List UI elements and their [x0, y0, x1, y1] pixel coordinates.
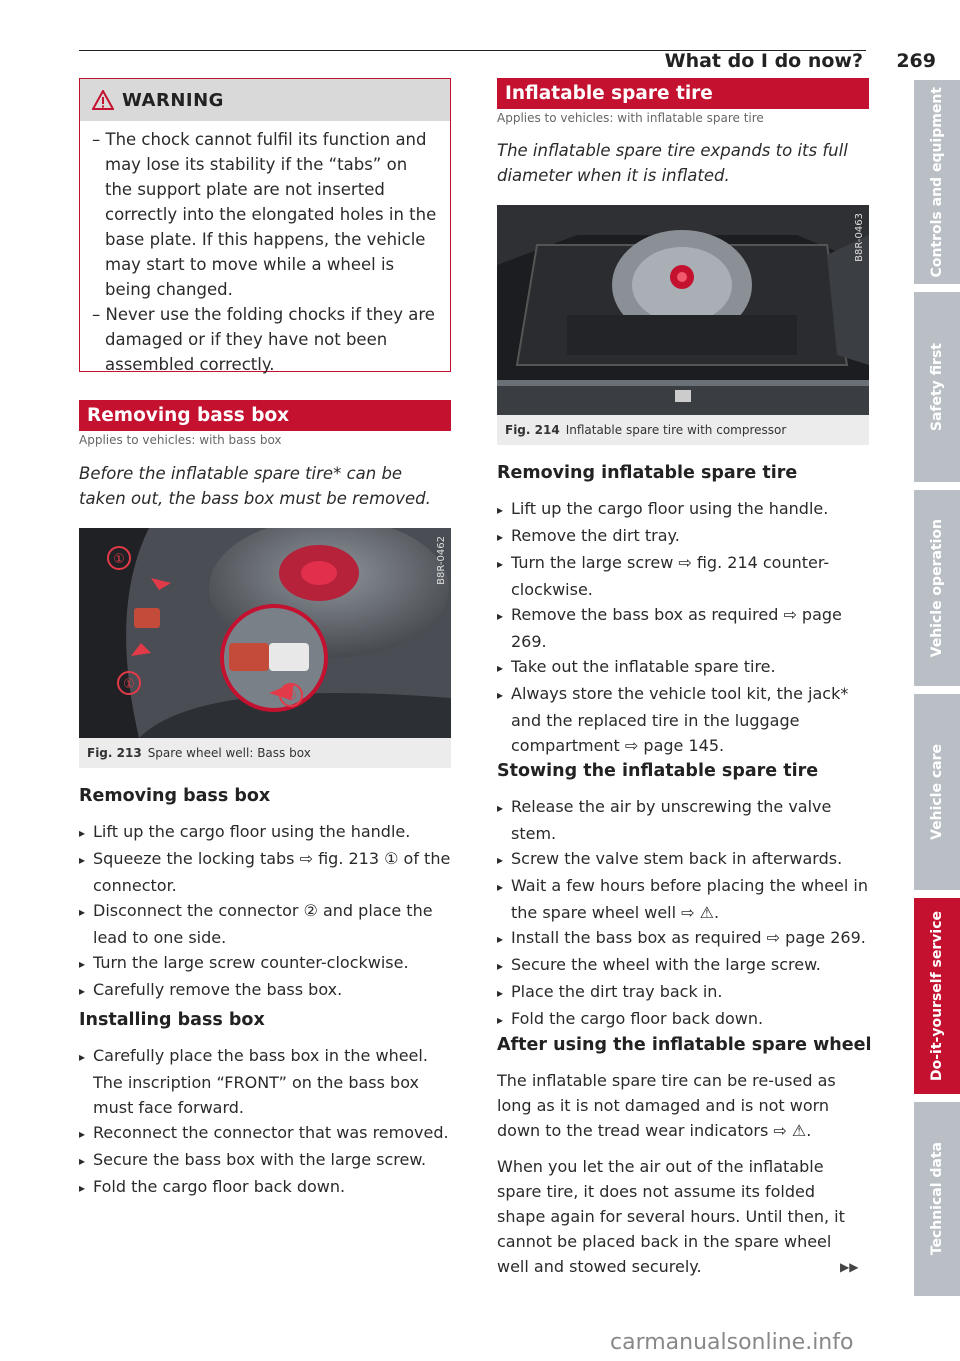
step-item: ▸ Turn the large screw counter-clockwise.: [79, 950, 451, 977]
continue-arrow-icon: ▶▶: [840, 1260, 859, 1274]
footer-watermark: carmanualsonline.info: [610, 1330, 854, 1355]
side-tab-label: Safety first: [929, 342, 945, 432]
steps-installing-bass-box: [79, 1043, 451, 1201]
applies-to-bass-box: Applies to vehicles: with bass box: [79, 433, 282, 447]
applies-to-inflatable-tire: Applies to vehicles: with inflatable spare tire: [497, 111, 764, 125]
figure-213-image: [79, 528, 451, 738]
section-title-inflatable-tire: Inflatable spare tire: [497, 78, 869, 109]
figure-code: B8R-0462: [436, 536, 447, 585]
callout-1-text: ①: [113, 552, 125, 567]
bass-box-illustration: [79, 528, 451, 738]
figure-214-image: [497, 205, 869, 415]
side-tab-safety[interactable]: [914, 292, 960, 482]
section-title-bass-box: Removing bass box: [79, 400, 451, 431]
step-item: ▸ Take out the inflatable spare tire.: [497, 654, 869, 681]
step-item: ▸ Disconnect the connector ② and place the lead to one side.: [79, 898, 451, 950]
side-tab-controls[interactable]: [914, 80, 960, 284]
caption-text: Spare wheel well: Bass box: [147, 746, 311, 760]
step-item: ▸ Fold the cargo floor back down.: [79, 1174, 451, 1201]
figure-213-caption: [79, 738, 451, 768]
subheading-stowing-inflatable-tire: Stowing the inflatable spare tire: [497, 761, 819, 781]
paragraph-deflate: When you let the air out of the inflatable spare tire, it does not assume its folded shape again for several hours. Until then, it cannot be placed back in the spare wheel well and stowed securely.: [497, 1157, 845, 1276]
side-tab-label: Controls and equipment: [929, 86, 945, 278]
paragraph-reuse: The inflatable spare tire can be re-used as long as it is not damaged and is not worn down to the tread wear indicators ⇨ ⚠.: [497, 1071, 836, 1140]
step-item: ▸ Always store the vehicle tool kit, the jack* and the replaced tire in the luggage compartment ⇨ page 145.: [497, 681, 869, 758]
step-item: ▸ Lift up the cargo floor using the handle.: [497, 496, 869, 523]
side-tab-do-it-yourself[interactable]: [914, 898, 960, 1094]
steps-stowing-inflatable-tire: [497, 794, 869, 1033]
steps-removing-inflatable-tire: [497, 496, 869, 758]
callout-1b-text: ①: [123, 677, 135, 692]
step-item: ▸ Wait a few hours before placing the wheel in the spare wheel well ⇨ ⚠.: [497, 873, 869, 925]
step-item: ▸ Squeeze the locking tabs ⇨ fig. 213 ① of the connector.: [79, 846, 451, 898]
step-item: ▸ Place the dirt tray back in.: [497, 979, 869, 1006]
step-item: ▸ Screw the valve stem back in afterwards.: [497, 846, 869, 873]
figure-code: B8R-0463: [854, 213, 865, 262]
subheading-removing-inflatable-tire: Removing inflatable spare tire: [497, 463, 798, 483]
step-item: ▸ Release the air by unscrewing the valve stem.: [497, 794, 869, 846]
step-item: ▸ Carefully place the bass box in the wheel. The inscription “FRONT” on the bass box must face forward.: [79, 1043, 451, 1120]
warning-box: [79, 78, 451, 372]
step-item: ▸ Lift up the cargo floor using the handle.: [79, 819, 451, 846]
step-item: ▸ Secure the wheel with the large screw.: [497, 952, 869, 979]
warning-triangle-icon: [92, 90, 114, 110]
step-item: ▸ Carefully remove the bass box.: [79, 977, 451, 1004]
step-item: ▸ Install the bass box as required ⇨ page 269.: [497, 925, 869, 952]
step-item: ▸ Remove the dirt tray.: [497, 523, 869, 550]
intro-bass-box: Before the inflatable spare tire* can be taken out, the bass box must be removed.: [79, 464, 431, 508]
spare-tire-illustration: [497, 205, 869, 415]
warning-header: [80, 79, 450, 121]
side-tab-vehicle-care[interactable]: [914, 694, 960, 890]
intro-inflatable-tire: The inflatable spare tire expands to its full diameter when it is inflated.: [497, 141, 848, 185]
step-item: ▸ Fold the cargo floor back down.: [497, 1006, 869, 1033]
running-header-title: What do I do now?: [664, 50, 863, 72]
steps-removing-bass-box: [79, 819, 451, 1004]
step-item: ▸ Reconnect the connector that was removed.: [79, 1120, 451, 1147]
step-item: ▸ Secure the bass box with the large screw.: [79, 1147, 451, 1174]
callout-2-text: ②: [285, 689, 297, 704]
caption-number: Fig. 214: [505, 423, 560, 437]
figure-214-caption: [497, 415, 869, 445]
warning-item: – The chock cannot fulfil its function and may lose its stability if the “tabs” on the support plate are not inserted correctly into the elongated holes in the base plate. If this happens, the vehicle may start to move while a wheel is being changed.: [92, 130, 437, 299]
warning-item: – Never use the folding chocks if they are damaged or if they have not been assembled correctly.: [92, 305, 435, 374]
step-item: ▸ Remove the bass box as required ⇨ page 269.: [497, 602, 869, 654]
step-item: ▸ Turn the large screw ⇨ fig. 214 counter-clockwise.: [497, 550, 869, 602]
page-number: 269: [896, 50, 936, 72]
side-tab-label: Vehicle care: [929, 744, 945, 840]
header-rule: [79, 50, 866, 51]
subheading-removing-bass-box: Removing bass box: [79, 786, 271, 806]
warning-label: WARNING: [122, 89, 224, 111]
subheading-installing-bass-box: Installing bass box: [79, 1010, 265, 1030]
side-tab-label: Technical data: [929, 1142, 945, 1256]
caption-number: Fig. 213: [87, 746, 142, 760]
side-tab-label: Do-it-yourself service: [929, 910, 945, 1081]
side-tab-label: Vehicle operation: [929, 518, 945, 658]
side-tab-vehicle-operation[interactable]: [914, 490, 960, 686]
side-tab-technical-data[interactable]: [914, 1102, 960, 1296]
caption-text: Inflatable spare tire with compressor: [565, 423, 787, 437]
subheading-after-using: After using the inflatable spare wheel: [497, 1035, 872, 1055]
